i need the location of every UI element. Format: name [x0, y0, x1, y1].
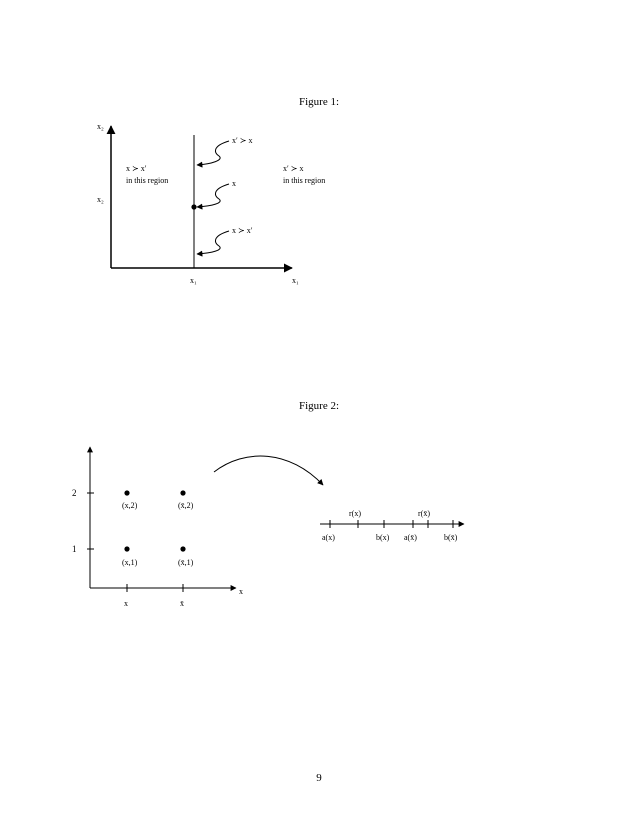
fig2-curved-arrow — [214, 456, 323, 485]
fig1-y-axis-label: x₂ — [97, 122, 104, 131]
fig2-line-label-ax: a(x) — [322, 533, 335, 542]
fig2-point-xbar2 — [180, 490, 185, 495]
page-number: 9 — [316, 772, 322, 784]
fig2-point-x1 — [124, 546, 129, 551]
fig2-point-xbar1-label: (x̄,1) — [178, 558, 194, 567]
fig2-point-x2 — [124, 490, 129, 495]
fig2-line-label-axbar: a(x̄) — [404, 533, 417, 542]
fig1-right-region-line1: x′ ≻ x — [283, 164, 304, 173]
fig2-line-label-rxbar: r(x̄) — [418, 509, 430, 518]
fig1-x-tick-label: x₁ — [190, 276, 197, 285]
fig1-left-region-line1: x ≻ x′ — [126, 164, 147, 173]
fig2-x-axis-label: x — [239, 587, 243, 596]
fig2-y-tick-1-label: 1 — [72, 544, 77, 554]
fig2-x-tick-xbar-label: x̄ — [180, 599, 184, 608]
fig1-right-region-line2: in this region — [283, 176, 326, 185]
fig1-y-tick-label: x₂ — [97, 195, 104, 204]
fig2-point-x2-label: (x,2) — [122, 501, 138, 510]
fig1-arrow-top-label: x′ ≻ x — [232, 136, 253, 145]
fig2-x-tick-x-label: x — [124, 599, 128, 608]
fig1-left-region-line2: in this region — [126, 176, 169, 185]
fig2-y-tick-2-label: 2 — [72, 488, 77, 498]
fig2-line-label-bxbar: b(x̄) — [444, 533, 458, 542]
fig2-point-xbar1 — [180, 546, 185, 551]
fig2-point-xbar2-label: (x̄,2) — [178, 501, 194, 510]
figure-2-caption: Figure 2: — [298, 400, 340, 412]
fig1-arrow-bottom-label: x ≻ x′ — [232, 226, 253, 235]
fig2-line-label-rx: r(x) — [349, 509, 361, 518]
fig1-arrow-mid-label: x — [232, 179, 236, 188]
fig1-x-axis-label: x₁ — [292, 276, 299, 285]
fig2-point-x1-label: (x,1) — [122, 558, 138, 567]
fig2-line-label-bx: b(x) — [376, 533, 390, 542]
figure-1-caption: Figure 1: — [298, 96, 340, 108]
